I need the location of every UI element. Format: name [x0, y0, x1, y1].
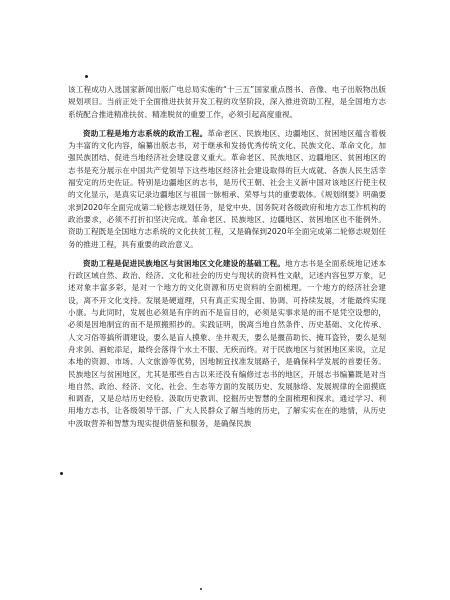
paragraph — [68, 128, 386, 251]
paragraph-heading: 资助工程是地方志系统的政治工程。 — [83, 128, 208, 138]
paragraph-text: 该工程成功入选国家新闻出版广电总局实施的“十三五”国家重点图书、音像、电子出版物出版规划项目。当前正处于全面推进扶贫开发工程的攻坚阶段，深入推进资助工程，是全国地方志系统配合推进精准扶贫、精准脱贫的重要工作，必须引起高度重视。 — [68, 85, 386, 119]
document-body — [68, 84, 386, 437]
paragraph — [68, 84, 386, 121]
paragraph — [68, 258, 386, 430]
margin-mark — [85, 75, 88, 78]
paragraph-text: 革命老区、民族地区、边疆地区、贫困地区蕴含着极为丰富的文化内容，编纂出版志书，对于继承和发扬优秀传统文化、民族文化、革命文化，加强民族团结、促进当地经济社会建设意义重大。革命老区、民族地区、边疆地区、贫困地区的志书是充分展示在中国共产党领导下这些地区经济社会建设取得的巨大成就、各族人民生活幸福安定的历史佐证。特别是边疆地区的志书，是历代王朝、社会主义新中国对该地区行使主权的文化显示，是真实记录边疆地区与祖国一脉相承、荣辱与共的重要载体。《规划纲要》明确要求到2020年全面完成第二轮修志规划任务，是党中央、国务院对各级政府和地方志工作机构的政治要求，必须不打折扣坚决完成。革命老区、民族地区、边疆地区、贫困地区也不能例外。资助工程既是全国地方志系统的文化扶贫工程，又是确保到2020年全面完成第二轮修志规划任务的推进工程，具有重要的政治意义。 — [68, 128, 386, 249]
margin-mark — [60, 472, 63, 475]
paragraph-heading: 资助工程是促进民族地区与贫困地区文化建设的基础工程。 — [83, 258, 286, 268]
margin-mark — [200, 588, 202, 590]
paragraph-text: 地方志书是全面系统地记述本行政区域自然、政治、经济、文化和社会的历史与现状的资料性文献，记述内容包罗万象，记述对象丰富多彩，是对一个地方的文化资源和历史资料的全面梳理。一个地方的经济社会建设，离不开文化支持。发展是硬道理，只有真正实现全面、协调、可持续发展，才能最终实现小康。与此同时，发展也必须是有序的而不是盲目的，必须是实事求是的而不是凭空设想的，必须是因地制宜的而不是照搬照抄的。实践证明，脱离当地自然条件、历史基础、文化传承、人文习俗等搞所谓建设，要么是盲人摸象、坐井观天，要么是揠苗助长、掩耳盗铃，要么是刻舟求剑、画蛇添足，最终会落得个水土不服、无疾而终。对于民族地区与贫困地区来说，立足本地的资源、市场、人文旅游等优势，因地制宜找准发展路子，是确保科学发展的首要任务。民族地区与贫困地区，尤其是那些自古以来还没有编修过志书的地区，开展志书编纂既是对当地自然、政治、经济、文化、社会、生态等方面的发展历史、发展脉络、发展规律的全面摸底和调查，又是总结历史经验、汲取历史教训、挖掘历史智慧的全面梳理和探求。通过学习、利用地方志书，让各级领导干部、广大人民群众了解当地的历史，了解实实在在的地情，从历史中汲取营养和智慧为现实提供借鉴和服务，是确保民族 — [68, 258, 387, 428]
